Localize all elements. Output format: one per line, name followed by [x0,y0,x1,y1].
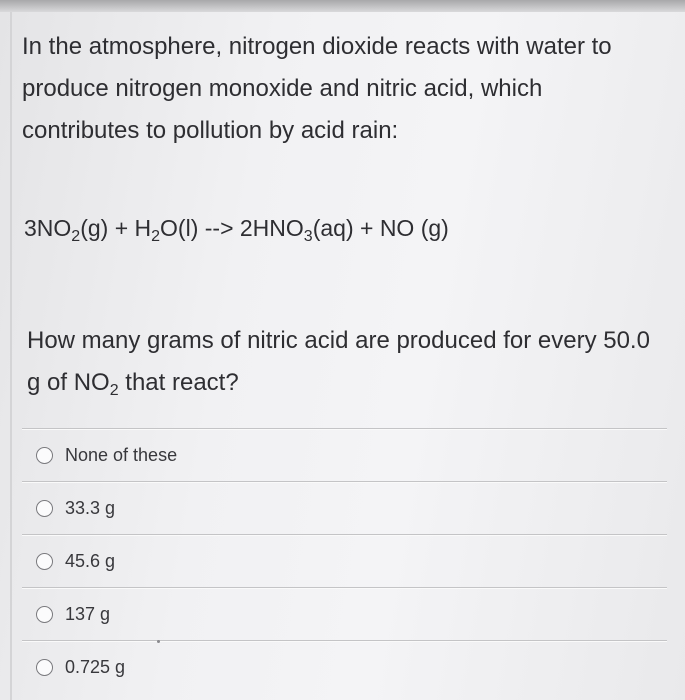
equation-part-3: O(l) --> 2HNO [160,215,304,241]
equation-part-4: (aq) + NO (g) [312,215,449,241]
question-prompt [27,320,657,412]
prompt-subscript: 2 [109,382,119,399]
question-text: In the atmosphere, nitrogen dioxide reacts with water to produce nitrogen monoxide and nitric acid, which contributes to pollution by acid rain: [22,33,612,144]
answer-option[interactable] [22,482,667,534]
prompt-part-2: that react? [118,369,239,396]
radio-button-icon[interactable] [36,659,53,676]
top-edge [0,0,685,12]
answer-option[interactable] [22,588,667,640]
option-label: 137 g [65,603,111,624]
option-label: 0.725 g [65,656,126,677]
chemical-equation [24,215,449,246]
radio-button-icon[interactable] [36,447,53,464]
equation-subscript-3: 3 [303,228,313,245]
answer-options [22,428,667,693]
option-label: 33.3 g [65,497,116,518]
equation-subscript-2: 2 [151,228,161,245]
equation-subscript-1: 2 [71,228,81,245]
equation-part-2: (g) + H [80,215,152,241]
radio-button-icon[interactable] [36,553,53,570]
radio-button-icon[interactable] [36,606,53,623]
screen-speck [157,640,160,643]
card-edge [10,12,12,700]
answer-option[interactable] [22,641,667,693]
equation-part-1: 3NO [24,215,72,241]
answer-option[interactable] [22,429,667,481]
prompt-part-1: How many grams of nitric acid are produced for every 50.0 g of NO [27,327,650,396]
option-label: None of these [65,444,178,465]
answer-option[interactable] [22,535,667,587]
option-label: 45.6 g [65,550,116,571]
radio-button-icon[interactable] [36,500,53,517]
